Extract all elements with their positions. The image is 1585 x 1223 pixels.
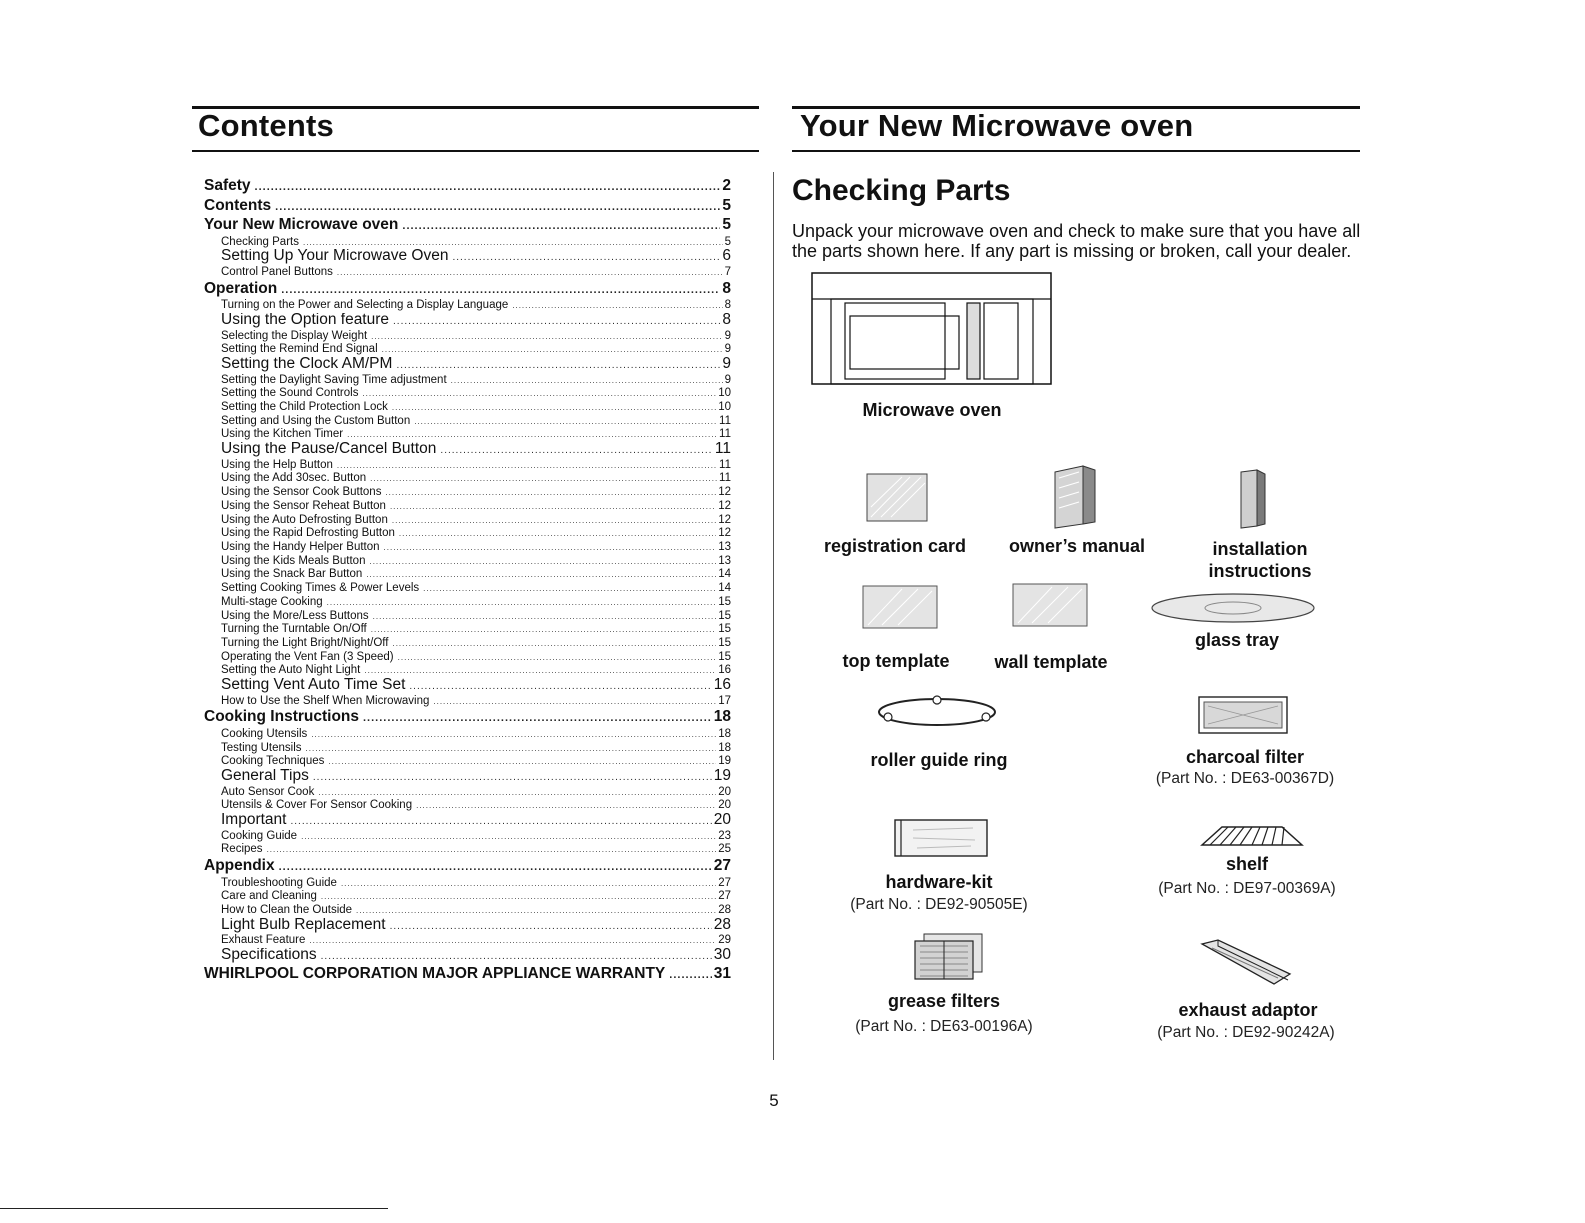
toc-entry — [221, 374, 731, 388]
toc-entry — [221, 330, 731, 344]
toc-entry-title: Using the Auto Defrosting Button — [221, 513, 388, 526]
toc-entry-page: 5 — [724, 235, 731, 248]
toc-leader-dots — [384, 541, 717, 555]
toc-entry-title: Using the More/Less Buttons — [221, 609, 369, 622]
toc-entry-page: 29 — [718, 934, 731, 947]
toc-entry-page: 19 — [713, 769, 731, 785]
toc-entry-title: General Tips — [221, 769, 309, 785]
toc-entry-page: 19 — [718, 755, 731, 768]
toc-entry-page: 14 — [718, 568, 731, 581]
toc-entry — [221, 442, 731, 459]
toc-entry — [204, 177, 731, 197]
toc-leader-dots — [398, 651, 717, 665]
toc-entry-page: 17 — [718, 694, 731, 707]
bottom-edge-rule — [0, 1208, 388, 1209]
toc-entry-title: Setting Vent Auto Time Set — [221, 678, 406, 694]
toc-entry-title: Setting the Sound Controls — [221, 387, 359, 400]
toc-entry-title: Appendix — [204, 857, 275, 875]
grease-filters-part-no: (Part No. : DE63-00196A) — [855, 1018, 1033, 1035]
toc-entry-page: 20 — [718, 785, 731, 798]
toc-leader-dots — [452, 251, 720, 266]
toc-leader-dots — [309, 934, 716, 948]
toc-leader-dots — [369, 555, 716, 569]
toc-entry-title: Recipes — [221, 843, 263, 856]
toc-entry — [221, 428, 731, 442]
toc-leader-dots — [313, 771, 712, 786]
toc-leader-dots — [327, 596, 717, 610]
toc-entry — [221, 401, 731, 415]
toc-entry-title: Important — [221, 813, 287, 829]
toc-entry — [221, 299, 731, 313]
toc-entry — [204, 216, 731, 236]
toc-leader-dots — [321, 950, 712, 965]
grease-filters-label: grease filters — [887, 991, 1001, 1011]
toc-entry-page: 15 — [718, 623, 731, 636]
toc-entry-page: 13 — [718, 554, 731, 567]
toc-entry — [204, 857, 731, 877]
toc-entry-title: Using the Kids Meals Button — [221, 554, 366, 567]
toc-entry-title: Using the Pause/Cancel Button — [221, 442, 437, 458]
toc-entry-title: Operation — [204, 279, 278, 297]
toc-entry-title: Setting the Child Protection Lock — [221, 401, 388, 414]
toc-leader-dots — [370, 472, 717, 486]
toc-entry-title: Care and Cleaning — [221, 890, 317, 903]
toc-entry-page: 30 — [713, 948, 731, 964]
checking-parts-heading: Checking Parts — [792, 174, 1011, 207]
toc-entry-title: Setting the Daylight Saving Time adjustment — [221, 373, 447, 386]
toc-leader-dots — [423, 582, 716, 596]
contents-bottom-rule — [192, 150, 759, 152]
toc-entry-page: 11 — [719, 472, 731, 485]
hardware-kit-label: hardware-kit — [885, 872, 993, 892]
toc-entry-title: Cooking Utensils — [221, 727, 308, 740]
toc-entry-title: Turning the Light Bright/Night/Off — [221, 636, 389, 649]
toc-entry — [221, 918, 731, 935]
toc-leader-dots — [275, 199, 720, 217]
toc-entry-title: Auto Sensor Cook — [221, 785, 315, 798]
toc-entry — [221, 678, 731, 695]
shelf-part-no: (Part No. : DE97-00369A) — [1158, 880, 1336, 897]
toc-entry-page: 9 — [724, 343, 731, 356]
toc-entry — [221, 541, 731, 555]
toc-entry-page: 12 — [718, 499, 731, 512]
toc-entry-page: 13 — [718, 541, 731, 553]
toc-leader-dots — [409, 680, 711, 695]
toc-entry — [221, 472, 731, 486]
toc-entry-page: 15 — [718, 609, 731, 622]
toc-entry-title: Safety — [204, 177, 251, 194]
toc-entry-page: 20 — [713, 813, 731, 829]
checking-parts-intro: Unpack your microwave oven and check to make sure that you have all the parts shown here. If any part is missing or broken, call your dealer. — [792, 221, 1361, 261]
toc-entry-page: 9 — [724, 373, 731, 386]
toc-entry — [221, 651, 731, 665]
toc-entry — [221, 500, 731, 514]
toc-entry-page: 8 — [724, 299, 731, 312]
microwave-section-title: Your New Microwave oven — [800, 108, 1194, 143]
toc-entry-title: Troubleshooting Guide — [221, 876, 337, 889]
toc-entry-title: Control Panel Buttons — [221, 266, 333, 279]
toc-entry — [221, 934, 731, 948]
owners-manual-label: owner’s manual — [1008, 536, 1146, 556]
toc-entry-page: 11 — [719, 414, 731, 427]
toc-entry-page: 18 — [718, 741, 731, 754]
toc-entry-page: 16 — [718, 664, 731, 677]
charcoal-filter-image — [1198, 696, 1288, 734]
toc-entry — [221, 459, 731, 473]
toc-entry-title: Using the Sensor Cook Buttons — [221, 486, 382, 499]
toc-entry-title: Using the Kitchen Timer — [221, 428, 344, 441]
toc-leader-dots — [385, 486, 716, 500]
toc-leader-dots — [512, 299, 722, 313]
toc-entry-title: Using the Rapid Defrosting Button — [221, 527, 395, 540]
registration-card-image — [866, 473, 928, 522]
toc-entry-page: 10 — [718, 401, 731, 414]
toc-entry-title: WHIRLPOOL CORPORATION MAJOR APPLIANCE WARRANTY — [204, 964, 666, 982]
toc-leader-dots — [399, 527, 716, 541]
toc-entry-title: Turning the Turntable On/Off — [221, 623, 367, 636]
toc-leader-dots — [373, 610, 717, 624]
toc-entry-title: Your New Microwave oven — [204, 216, 399, 234]
toc-entry-page: 28 — [713, 917, 731, 933]
microwave-oven-label: Microwave oven — [862, 400, 1002, 420]
toc-leader-dots — [363, 710, 712, 728]
toc-entry-title: Operating the Vent Fan (3 Speed) — [221, 650, 394, 663]
toc-entry — [204, 197, 731, 217]
exhaust-adaptor-part-no: (Part No. : DE92-90242A) — [1157, 1024, 1335, 1041]
top-template-image — [862, 585, 938, 629]
toc-entry-title: Exhaust Feature — [221, 934, 306, 947]
toc-entry-title: How to Use the Shelf When Microwaving — [221, 694, 430, 707]
toc-leader-dots — [290, 815, 711, 830]
toc-entry-title: Using the Snack Bar Button — [221, 568, 363, 581]
toc-entry — [221, 799, 731, 813]
toc-leader-dots — [301, 830, 716, 844]
toc-entry — [221, 769, 731, 786]
toc-entry — [204, 280, 731, 300]
toc-entry-page: 15 — [718, 650, 731, 663]
toc-entry — [221, 343, 731, 357]
toc-entry — [221, 728, 731, 742]
toc-entry-title: Light Bulb Replacement — [221, 917, 386, 933]
toc-entry — [221, 236, 731, 250]
glass-tray-label: glass tray — [1194, 630, 1280, 650]
toc-leader-dots — [356, 904, 716, 918]
toc-leader-dots — [279, 859, 712, 877]
toc-leader-dots — [392, 401, 716, 415]
toc-entry-title: Utensils & Cover For Sensor Cooking — [221, 799, 413, 812]
toc-entry-page: 11 — [719, 458, 731, 471]
hardware-kit-image — [893, 818, 989, 858]
toc-entry — [221, 890, 731, 904]
toc-leader-dots — [390, 920, 712, 935]
toc-entry-title: Using the Handy Helper Button — [221, 541, 380, 553]
toc-entry-page: 31 — [713, 964, 731, 982]
toc-entry — [221, 486, 731, 500]
exhaust-adaptor-label: exhaust adaptor — [1178, 1000, 1318, 1020]
toc-leader-dots — [281, 282, 720, 300]
toc-entry-title: Contents — [204, 196, 272, 214]
toc-leader-dots — [337, 266, 723, 280]
toc-leader-dots — [433, 695, 716, 709]
toc-entry-page: 2 — [722, 177, 731, 194]
toc-leader-dots — [402, 218, 720, 236]
toc-entry-page: 27 — [718, 876, 731, 889]
toc-leader-dots — [392, 514, 716, 528]
wall-template-label: wall template — [994, 652, 1108, 672]
toc-leader-dots — [362, 387, 716, 401]
toc-entry-page: 16 — [713, 678, 731, 694]
toc-entry — [221, 596, 731, 610]
toc-leader-dots — [311, 728, 716, 742]
toc-leader-dots — [328, 755, 716, 769]
toc-entry-title: Setting and Using the Custom Button — [221, 414, 411, 427]
toc-entry — [221, 695, 731, 709]
toc-entry-title: Setting Cooking Times & Power Levels — [221, 582, 420, 595]
toc-entry — [221, 610, 731, 624]
toc-entry-page: 25 — [718, 843, 731, 856]
registration-card-label: registration card — [823, 536, 967, 556]
toc-entry-title: Multi-stage Cooking — [221, 595, 323, 608]
toc-leader-dots — [451, 374, 723, 388]
toc-entry — [221, 742, 731, 756]
toc-entry-page: 14 — [718, 582, 731, 595]
toc-entry-page: 8 — [722, 279, 731, 297]
toc-leader-dots — [306, 742, 717, 756]
toc-leader-dots — [669, 967, 711, 985]
toc-entry-page: 15 — [718, 595, 731, 608]
installation-label-line2: instructions — [1208, 561, 1312, 581]
glass-tray-image — [1150, 590, 1316, 626]
owners-manual-image — [1053, 464, 1097, 530]
toc-entry — [221, 582, 731, 596]
toc-entry-title: Using the Sensor Reheat Button — [221, 499, 386, 512]
toc-entry-page: 15 — [718, 636, 731, 649]
top-template-label: top template — [842, 651, 950, 671]
toc-entry-title: Setting Up Your Microwave Oven — [221, 249, 449, 265]
toc-entry-title: Specifications — [221, 948, 317, 964]
toc-leader-dots — [371, 623, 716, 637]
toc-leader-dots — [440, 444, 712, 459]
toc-entry-title: Checking Parts — [221, 235, 299, 248]
toc-leader-dots — [303, 236, 723, 250]
toc-entry — [221, 555, 731, 569]
toc-entry — [204, 708, 731, 728]
toc-entry-title: Setting the Remind End Signal — [221, 343, 378, 356]
toc-entry — [221, 313, 731, 330]
toc-leader-dots — [321, 890, 716, 904]
toc-entry-page: 18 — [718, 727, 731, 740]
toc-entry-page: 10 — [718, 387, 731, 400]
charcoal-filter-part-no: (Part No. : DE63-00367D) — [1155, 770, 1335, 787]
grease-filters-image — [912, 932, 984, 980]
toc-entry-page: 7 — [724, 266, 731, 279]
toc-leader-dots — [392, 637, 716, 651]
toc-leader-dots — [341, 877, 716, 891]
toc-entry-page: 12 — [718, 527, 731, 540]
toc-entry-title: Cooking Techniques — [221, 755, 325, 768]
toc-entry-title: Setting the Clock AM/PM — [221, 357, 393, 373]
toc-entry-title: Testing Utensils — [221, 741, 302, 754]
toc-entry-page: 12 — [718, 486, 731, 499]
toc-entry — [221, 637, 731, 651]
toc-leader-dots — [382, 343, 723, 357]
toc-entry-page: 11 — [719, 428, 731, 441]
toc-entry — [221, 843, 731, 857]
toc-entry — [221, 387, 731, 401]
toc-entry — [221, 813, 731, 830]
hardware-kit-part-no: (Part No. : DE92-90505E) — [850, 896, 1028, 913]
toc-entry-page: 27 — [718, 890, 731, 903]
toc-entry-page: 5 — [722, 196, 731, 214]
toc-leader-dots — [337, 459, 717, 473]
toc-entry-title: Using the Add 30sec. Button — [221, 472, 367, 485]
toc-entry — [221, 877, 731, 891]
roller-guide-ring-image — [876, 694, 998, 730]
toc-entry-page: 23 — [718, 829, 731, 842]
toc-entry-page: 9 — [722, 357, 731, 373]
roller-guide-ring-label: roller guide ring — [870, 750, 1008, 770]
toc-entry — [221, 904, 731, 918]
toc-entry-page: 18 — [713, 708, 731, 726]
toc-entry-title: Using the Help Button — [221, 458, 333, 471]
toc-entry-title: Using the Option feature — [221, 313, 390, 329]
toc-leader-dots — [390, 500, 716, 514]
toc-entry — [204, 965, 731, 985]
installation-instructions-label — [1170, 538, 1350, 582]
toc-entry-page: 8 — [722, 313, 731, 329]
installation-label-line1: installation — [1212, 539, 1308, 559]
toc-leader-dots — [255, 179, 721, 197]
toc-entry — [221, 266, 731, 280]
toc-entry-title: Cooking Instructions — [204, 708, 359, 726]
toc-entry — [221, 514, 731, 528]
shelf-image — [1200, 825, 1304, 847]
toc-entry-page: 27 — [713, 857, 731, 875]
microwave-oven-image — [811, 272, 1052, 385]
toc-leader-dots — [396, 359, 720, 374]
toc-leader-dots — [366, 568, 716, 582]
toc-entry — [221, 623, 731, 637]
column-divider — [773, 172, 774, 1060]
microwave-bottom-rule — [792, 150, 1360, 152]
toc-entry — [221, 948, 731, 965]
table-of-contents — [204, 177, 731, 984]
toc-leader-dots — [393, 315, 720, 330]
toc-entry-title: Selecting the Display Weight — [221, 329, 368, 342]
toc-entry — [221, 415, 731, 429]
toc-leader-dots — [414, 415, 717, 429]
contents-title: Contents — [198, 108, 334, 143]
toc-leader-dots — [371, 330, 722, 344]
installation-instructions-image — [1239, 468, 1267, 530]
toc-leader-dots — [347, 428, 717, 442]
toc-entry — [221, 755, 731, 769]
toc-entry — [221, 249, 731, 266]
toc-entry — [221, 830, 731, 844]
toc-entry-page: 11 — [714, 442, 731, 458]
toc-entry-page: 9 — [724, 329, 731, 342]
toc-entry — [221, 664, 731, 678]
toc-entry — [221, 527, 731, 541]
toc-entry-page: 6 — [722, 249, 731, 265]
exhaust-adaptor-image — [1198, 938, 1294, 988]
toc-entry-title: Cooking Guide — [221, 829, 298, 842]
toc-leader-dots — [416, 799, 716, 813]
toc-entry-page: 5 — [722, 216, 731, 234]
toc-entry-title: Turning on the Power and Selecting a Display Language — [221, 299, 509, 312]
toc-leader-dots — [364, 664, 716, 678]
toc-entry-page: 28 — [718, 904, 731, 917]
shelf-label: shelf — [1225, 854, 1268, 874]
page-number: 5 — [769, 1091, 779, 1110]
toc-entry-title: Setting the Auto Night Light — [221, 664, 361, 677]
toc-entry — [221, 357, 731, 374]
wall-template-image — [1012, 583, 1088, 627]
toc-entry — [221, 786, 731, 800]
charcoal-filter-label: charcoal filter — [1185, 747, 1305, 767]
toc-entry — [221, 568, 731, 582]
toc-entry-page: 20 — [718, 799, 731, 812]
toc-entry-page: 12 — [718, 513, 731, 526]
toc-leader-dots — [267, 843, 717, 857]
toc-entry-title: How to Clean the Outside — [221, 904, 353, 917]
toc-leader-dots — [318, 786, 716, 800]
